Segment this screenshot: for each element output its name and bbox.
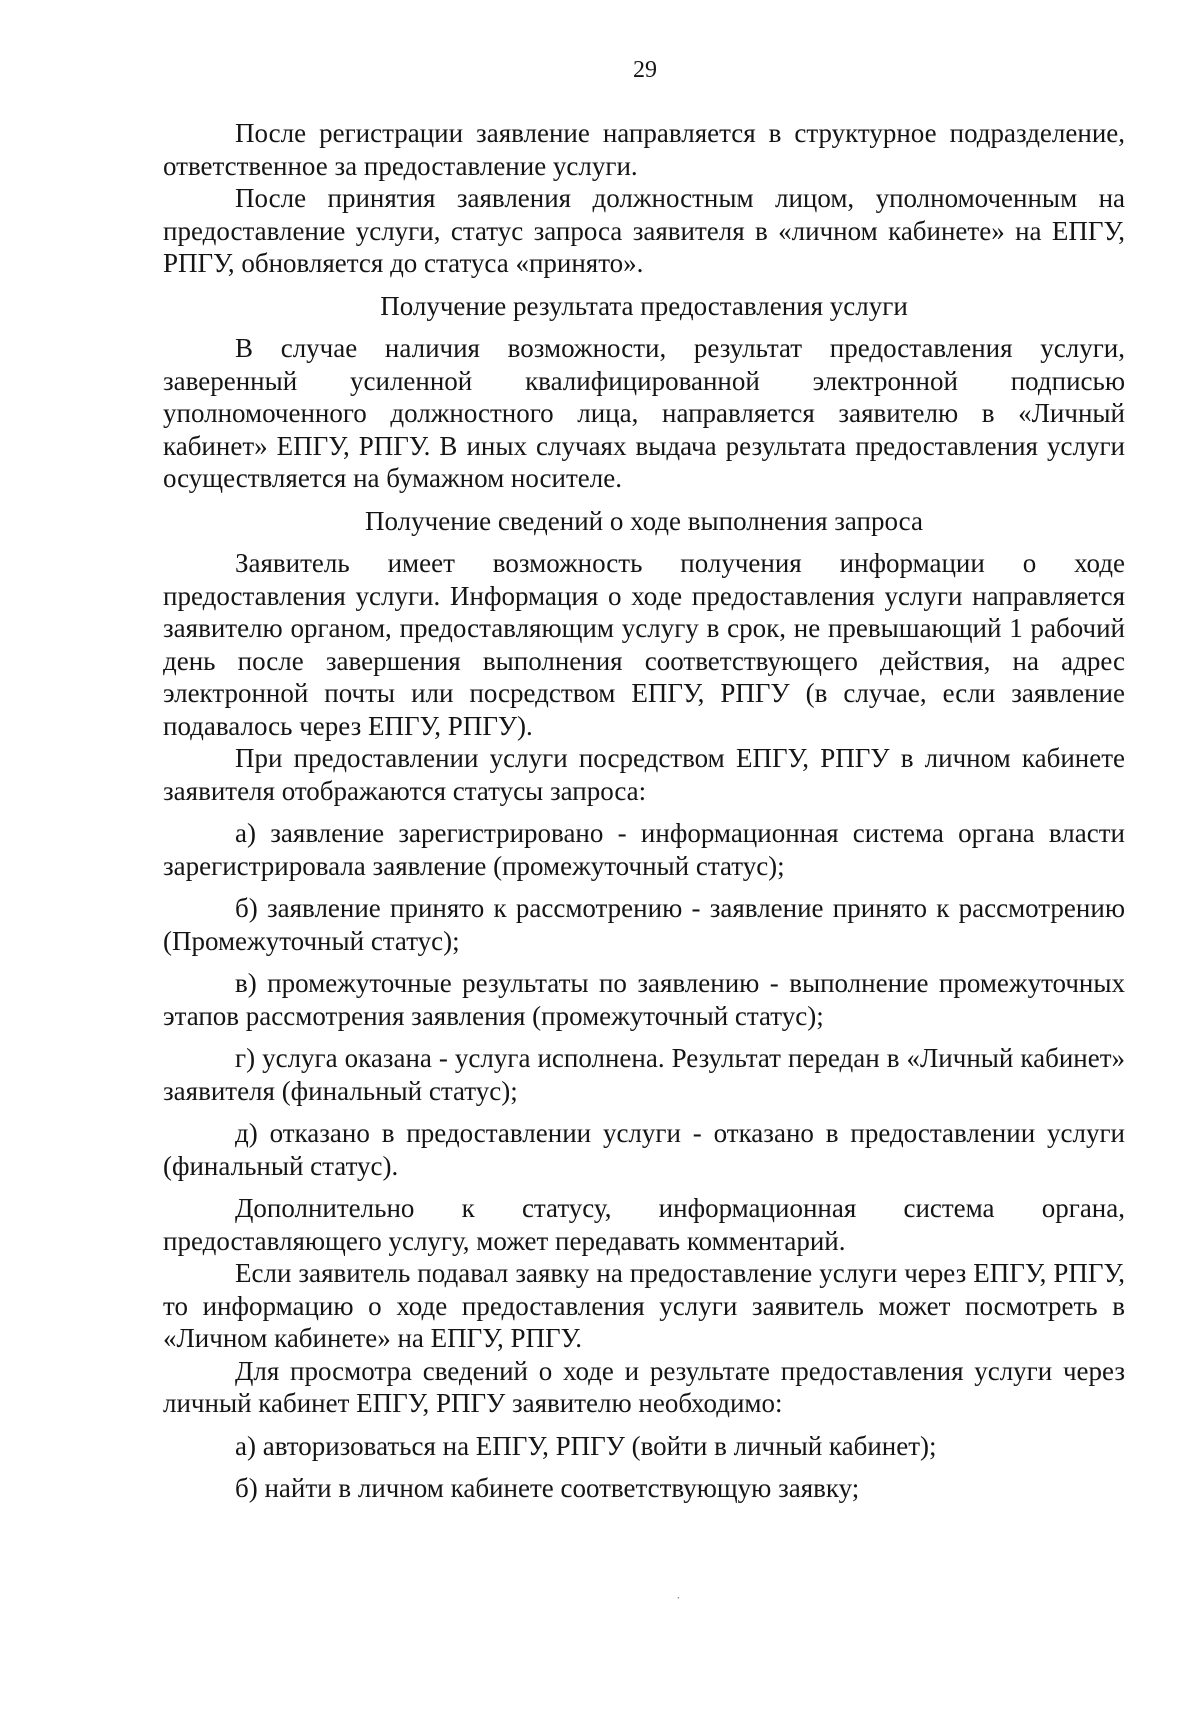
instruction-list-item-authorize: а) авторизоваться на ЕПГУ, РПГУ (войти в личный кабинет); (235, 1430, 937, 1461)
document-body (163, 117, 1125, 1505)
paragraph-registration: После регистрации заявление направляется в структурное подразделение, ответственное за предоставление услуги. (163, 118, 1125, 181)
paragraph-comment: Дополнительно к статусу, информационная система органа, предоставляющего услугу, может передавать комментарий. (163, 1193, 1125, 1256)
paragraph-view-instructions: Для просмотра сведений о ходе и результате предоставления услуги через личный кабинет ЕПГУ, РПГУ заявителю необходимо: (163, 1355, 1125, 1418)
paragraph-result-delivery: В случае наличия возможности, результат предоставления услуги, заверенный усиленной квалифицированной электронной подписью уполномоченного должностного лица, направляется заявителю в «Личный кабинет» ЕПГУ, РПГУ. В иных случаях выдача результата предоставления услуги осуществляется на бумажном носителе. (163, 333, 1125, 493)
status-list-item-refused: д) отказано в предоставлении услуги - отказано в предоставлении услуги (финальный статус). (163, 1118, 1125, 1181)
paragraph-personal-cabinet: Если заявитель подавал заявку на предоставление услуги через ЕПГУ, РПГУ, то информацию о ходе предоставления услуги заявитель может посмотреть в «Личном кабинете» на ЕПГУ, РПГУ. (163, 1258, 1125, 1353)
paragraph-status-accepted: После принятия заявления должностным лицом, уполномоченным на предоставление услуги, статус запроса заявителя в «личном кабинете» на ЕПГУ, РПГУ, обновляется до статуса «принято». (163, 183, 1125, 278)
section-heading-result: Получение результата предоставления услуги (380, 290, 908, 321)
status-list-item-intermediate: в) промежуточные результаты по заявлению - выполнение промежуточных этапов рассмотрения заявления (промежуточный статус); (163, 968, 1125, 1031)
scan-ink-mark-icon: ˙ (676, 1595, 681, 1610)
status-list-item-registered: а) заявление зарегистрировано - информационная система органа власти зарегистрировала заявление (промежуточный статус); (163, 818, 1125, 881)
status-list-item-accepted: б) заявление принято к рассмотрению - заявление принято к рассмотрению (Промежуточный статус); (163, 893, 1125, 956)
section-heading-progress: Получение сведений о ходе выполнения запроса (365, 505, 923, 536)
status-list-item-completed: г) услуга оказана - услуга исполнена. Результат передан в «Личный кабинет» заявителя (финальный статус); (163, 1043, 1125, 1106)
paragraph-progress-information: Заявитель имеет возможность получения информации о ходе предоставления услуги. Информация о ходе предоставления услуги направляется заявителю органом, предоставляющим услугу в срок, не превышающий 1 рабочий день после завершения выполнения соответствующего действия, на адрес электронной почты или посредством ЕПГУ, РПГУ (в случае, если заявление подавалось через ЕПГУ, РПГУ). (163, 548, 1125, 741)
paragraph-status-list-intro: При предоставлении услуги посредством ЕПГУ, РПГУ в личном кабинете заявителя отображаются статусы запроса: (163, 743, 1125, 806)
instruction-list-item-find-request: б) найти в личном кабинете соответствующую заявку; (235, 1473, 860, 1503)
page-number: 29 (633, 57, 657, 83)
